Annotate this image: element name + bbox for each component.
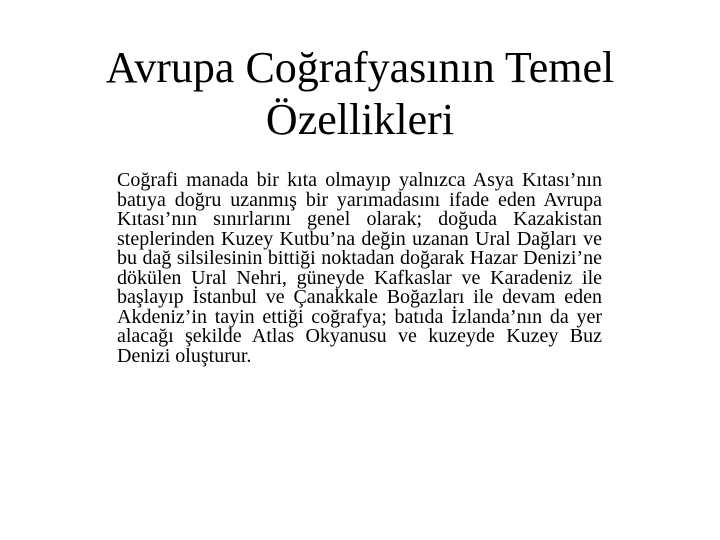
- slide-title: Avrupa Coğrafyasının Temel Özellikleri: [105, 43, 615, 144]
- slide-body-text: Coğrafi manada bir kıta olmayıp yalnızca Asya Kıtası’nın batıya doğru uzanmış bir yarımadasını ifade eden Avrupa Kıtası’nın sınırlarını genel olarak; doğuda Kazakistan steplerinden Kuzey Kutbu’na değin uzanan Ural Dağları ve bu dağ silsilesinin bittiği noktadan doğarak Hazar Denizi’ne dökülen Ural Nehri, güneyde Kafkaslar ve Karadeniz ile başlayıp İstanbul ve Çanakkale Boğazları ile devam eden Akdeniz’in tayin ettiği coğrafya; batıda İzlanda’nın da yer alacağı şekilde Atlas Okyanusu ve kuzeyde Kuzey Buz Denizi oluşturur.: [117, 169, 602, 367]
